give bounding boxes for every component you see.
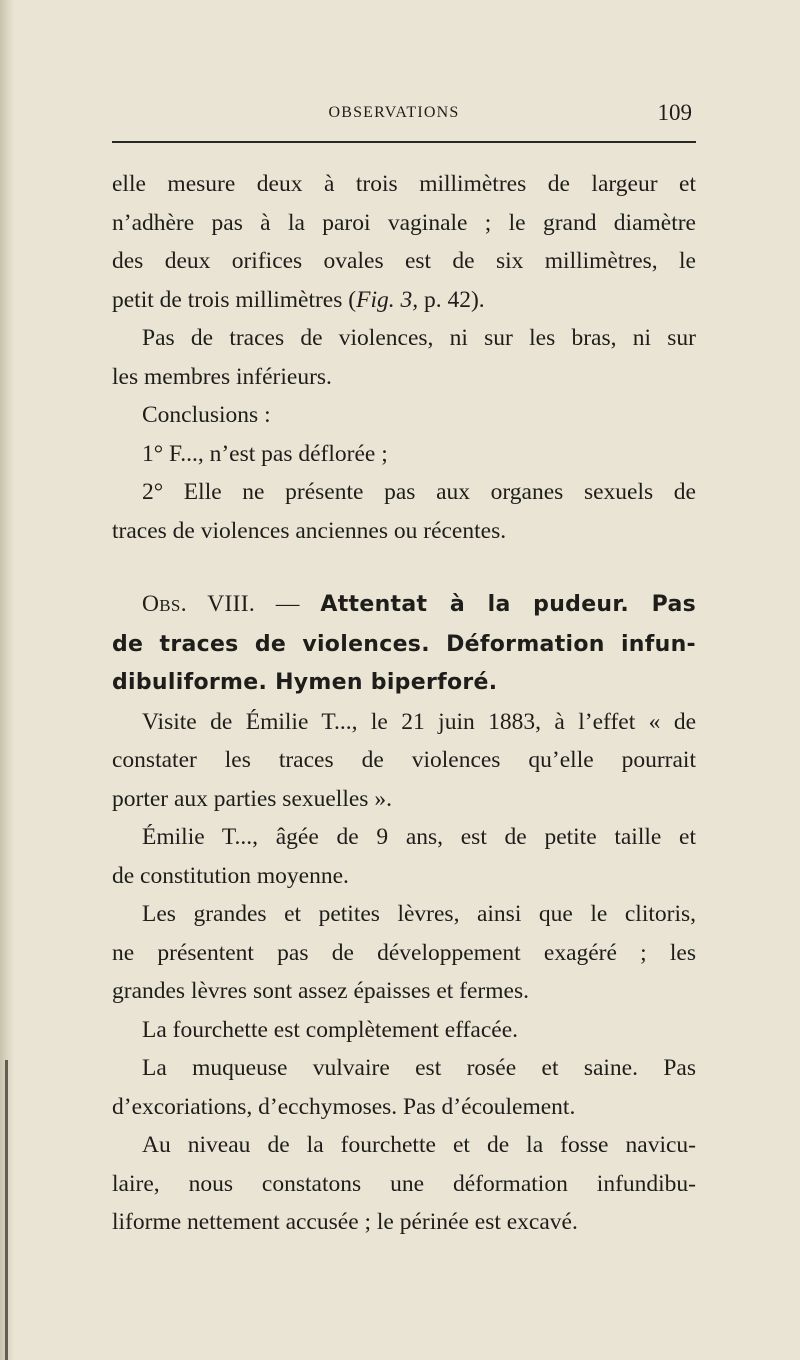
conclusion-item: traces de violences anciennes ou récentes. [112, 517, 507, 544]
text-line: elle mesure deux à trois millimètres de largeur et [112, 171, 696, 197]
text-fragment: p. 42). [418, 286, 485, 313]
observation-title: dibuliforme. Hymen biperforé. [112, 670, 498, 695]
text-line: Les grandes et petites lèvres, ainsi que le clitoris, [142, 901, 696, 927]
header-rule [112, 141, 696, 143]
text-line: les membres inférieurs. [112, 363, 332, 390]
text-line: liforme nettement accusée ; le périnée est excavé. [112, 1209, 578, 1235]
text-line: Émilie T..., âgée de 9 ans, est de petite taille et [142, 824, 696, 850]
section-gap [112, 550, 696, 585]
text-line [112, 281, 696, 320]
text-line: des deux orifices ovales est de six millimètres, le [112, 248, 696, 274]
text-line: grandes lèvres sont assez épaisses et fermes. [112, 978, 529, 1004]
text-line: de constitution moyenne. [112, 862, 349, 889]
page-number: 109 [657, 100, 692, 125]
figure-reference: Fig. 3, [356, 286, 419, 313]
text-line: ne présentent pas de développement exagéré ; les [112, 939, 696, 966]
text-line: Pas de traces de violences, ni sur les bras, ni sur [142, 325, 696, 351]
text-line: La muqueuse vulvaire est rosée et saine. Pas [142, 1055, 696, 1081]
conclusion-item: 2° Elle ne présente pas aux organes sexuels de [142, 479, 696, 505]
running-head: OBSERVATIONS [328, 104, 460, 121]
text-line: La fourchette est complètement effacée. [142, 1016, 519, 1043]
observation-heading [112, 585, 696, 626]
conclusion-item: 1° F..., n’est pas déflorée ; [142, 440, 388, 467]
observation-title: Attentat à la pudeur. Pas [320, 592, 696, 617]
observation-label-rest: . VIII. — [180, 591, 321, 617]
page-header [112, 100, 696, 130]
observation-label-initial: O [142, 591, 160, 617]
text-line: n’adhère pas à la paroi vaginale ; le grand diamètre [112, 209, 696, 236]
text-line: laire, nous constatons une déformation infundibu- [112, 1170, 696, 1197]
observation-title: de traces de violences. Déformation infun- [112, 631, 696, 657]
page-body [112, 165, 696, 1242]
text-line: d’excoriations, d’ecchymoses. Pas d’écoulement. [112, 1093, 576, 1120]
observation-label-smallcaps: BS [159, 596, 181, 615]
conclusions-title: Conclusions : [142, 402, 271, 428]
text-line: Visite de Émilie T..., le 21 juin 1883, à l’effet « de [142, 708, 696, 735]
text-line: constater les traces de violences qu’elle pourrait [112, 747, 696, 773]
text-fragment: petit de trois millimètres ( [112, 286, 357, 313]
binding-edge [5, 1060, 8, 1360]
observation-label [142, 591, 320, 617]
text-line: porter aux parties sexuelles ». [112, 785, 392, 812]
text-line: Au niveau de la fourchette et de la fosse navicu- [142, 1132, 696, 1158]
